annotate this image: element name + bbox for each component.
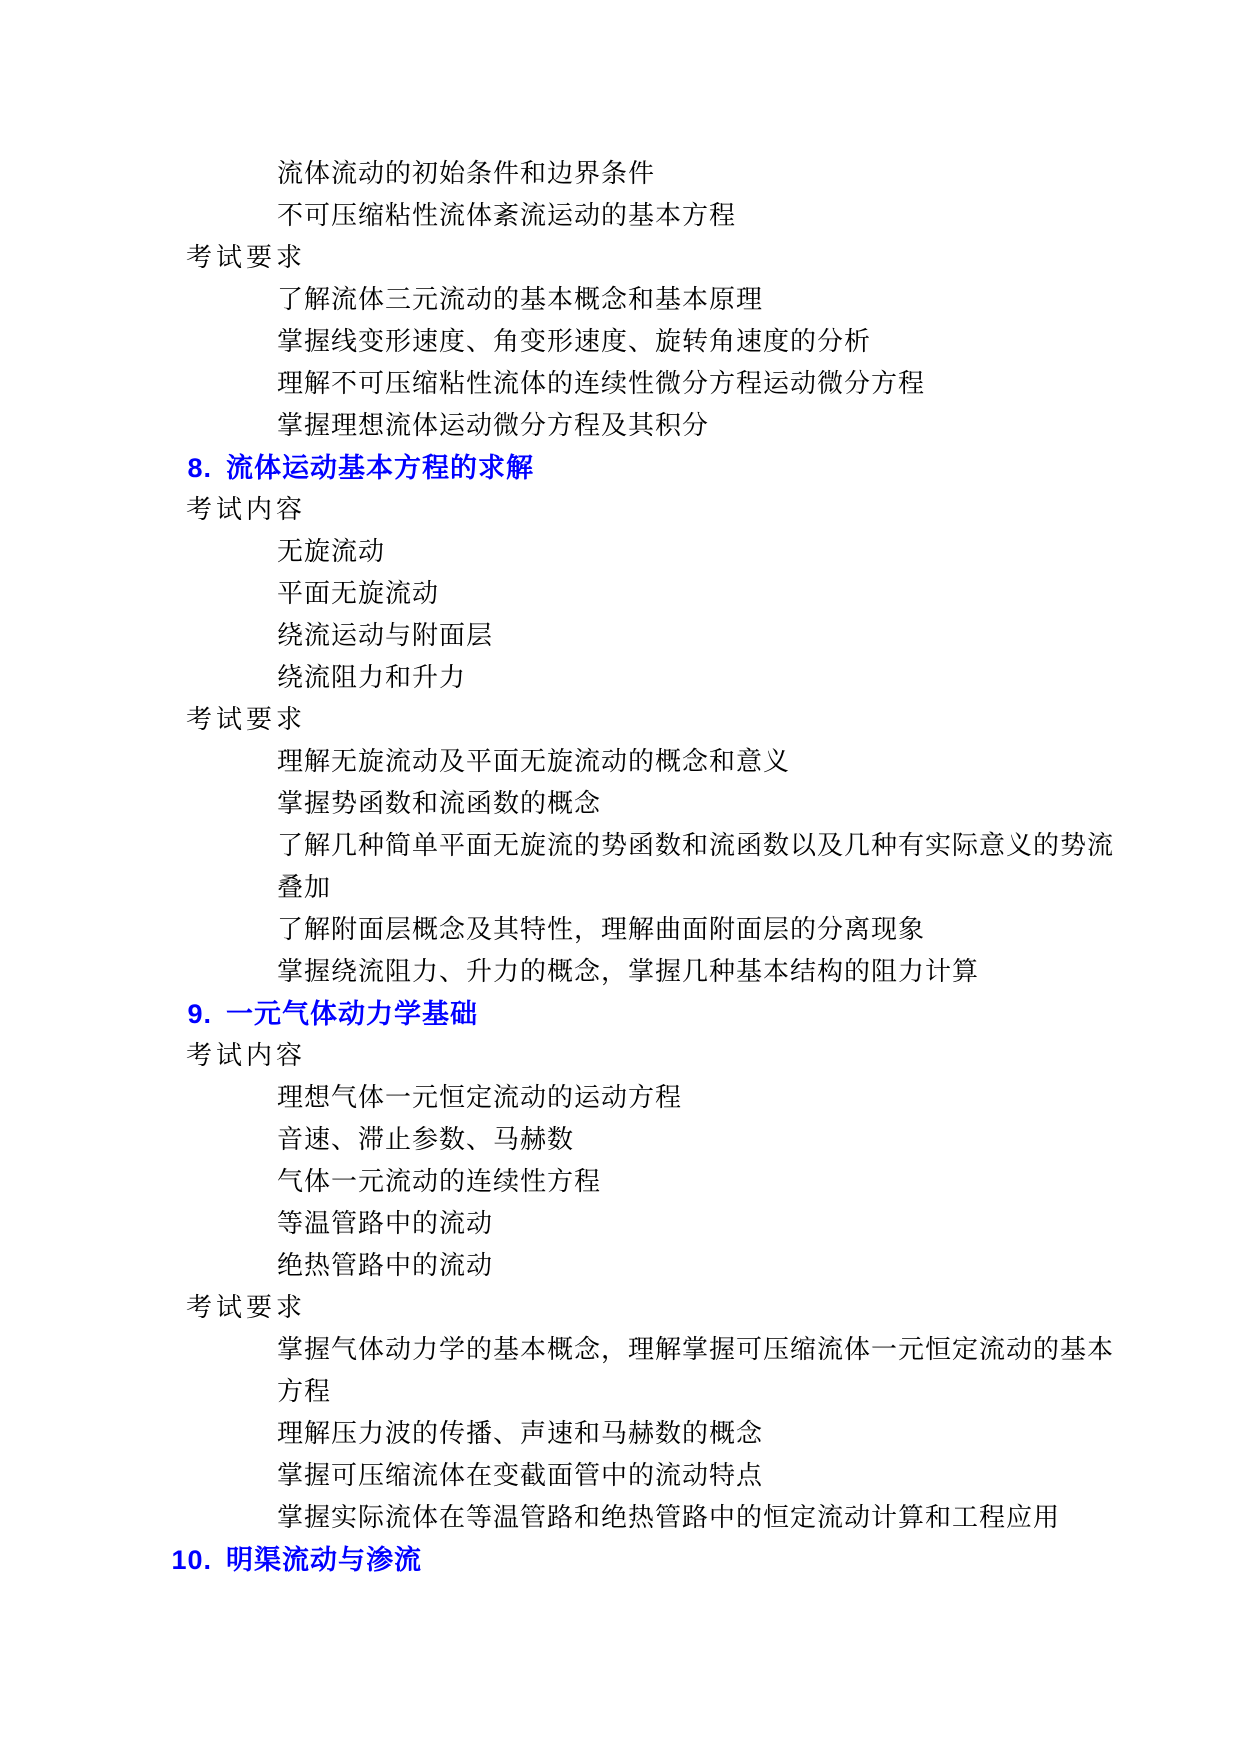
content-line: 了解流体三元流动的基本概念和基本原理 bbox=[277, 285, 764, 314]
content-line: 绕流阻力和升力 bbox=[277, 663, 467, 692]
content-line: 了解几种简单平面无旋流的势函数和流函数以及几种有实际意义的势流 bbox=[277, 831, 1115, 860]
content-line: 了解附面层概念及其特性，理解曲面附面层的分离现象 bbox=[277, 915, 926, 944]
section-number: 9. bbox=[187, 999, 212, 1029]
content-line: 不可压缩粘性流体紊流运动的基本方程 bbox=[277, 201, 737, 230]
content-line: 掌握实际流体在等温管路和绝热管路中的恒定流动计算和工程应用 bbox=[277, 1503, 1061, 1532]
content-line: 掌握气体动力学的基本概念，理解掌握可压缩流体一元恒定流动的基本 bbox=[277, 1335, 1115, 1364]
section-title: 明渠流动与渗流 bbox=[226, 1545, 422, 1575]
exam-section-label: 考试要求 bbox=[186, 1293, 307, 1322]
content-line: 叠加 bbox=[277, 873, 332, 902]
exam-section-label: 考试内容 bbox=[186, 1041, 307, 1070]
content-line: 理想气体一元恒定流动的运动方程 bbox=[277, 1083, 683, 1112]
content-line: 气体一元流动的连续性方程 bbox=[277, 1167, 602, 1196]
content-line: 无旋流动 bbox=[277, 537, 386, 566]
content-line: 理解压力波的传播、声速和马赫数的概念 bbox=[277, 1419, 764, 1448]
content-line: 理解无旋流动及平面无旋流动的概念和意义 bbox=[277, 747, 791, 776]
content-line: 流体流动的初始条件和边界条件 bbox=[277, 159, 656, 188]
exam-section-label: 考试内容 bbox=[186, 495, 307, 524]
content-line: 掌握势函数和流函数的概念 bbox=[277, 789, 602, 818]
content-line: 平面无旋流动 bbox=[277, 579, 440, 608]
content-line: 绕流运动与附面层 bbox=[277, 621, 494, 650]
section-title: 一元气体动力学基础 bbox=[226, 999, 478, 1029]
content-line: 音速、滞止参数、马赫数 bbox=[277, 1125, 575, 1154]
content-line: 等温管路中的流动 bbox=[277, 1209, 494, 1238]
content-line: 掌握线变形速度、角变形速度、旋转角速度的分析 bbox=[277, 327, 872, 356]
content-line: 理解不可压缩粘性流体的连续性微分方程运动微分方程 bbox=[277, 369, 926, 398]
content-line: 掌握可压缩流体在变截面管中的流动特点 bbox=[277, 1461, 764, 1490]
section-heading bbox=[0, 993, 1240, 1035]
content-line: 掌握理想流体运动微分方程及其积分 bbox=[277, 411, 710, 440]
syllabus-content bbox=[0, 153, 1240, 1581]
content-line: 方程 bbox=[277, 1377, 332, 1406]
section-heading bbox=[0, 1539, 1240, 1581]
section-heading bbox=[0, 447, 1240, 489]
section-number: 8. bbox=[187, 453, 212, 483]
exam-section-label: 考试要求 bbox=[186, 243, 307, 272]
section-title: 流体运动基本方程的求解 bbox=[226, 453, 534, 483]
exam-section-label: 考试要求 bbox=[186, 705, 307, 734]
content-line: 绝热管路中的流动 bbox=[277, 1251, 494, 1280]
content-line: 掌握绕流阻力、升力的概念，掌握几种基本结构的阻力计算 bbox=[277, 957, 980, 986]
section-number: 10. bbox=[171, 1545, 212, 1575]
